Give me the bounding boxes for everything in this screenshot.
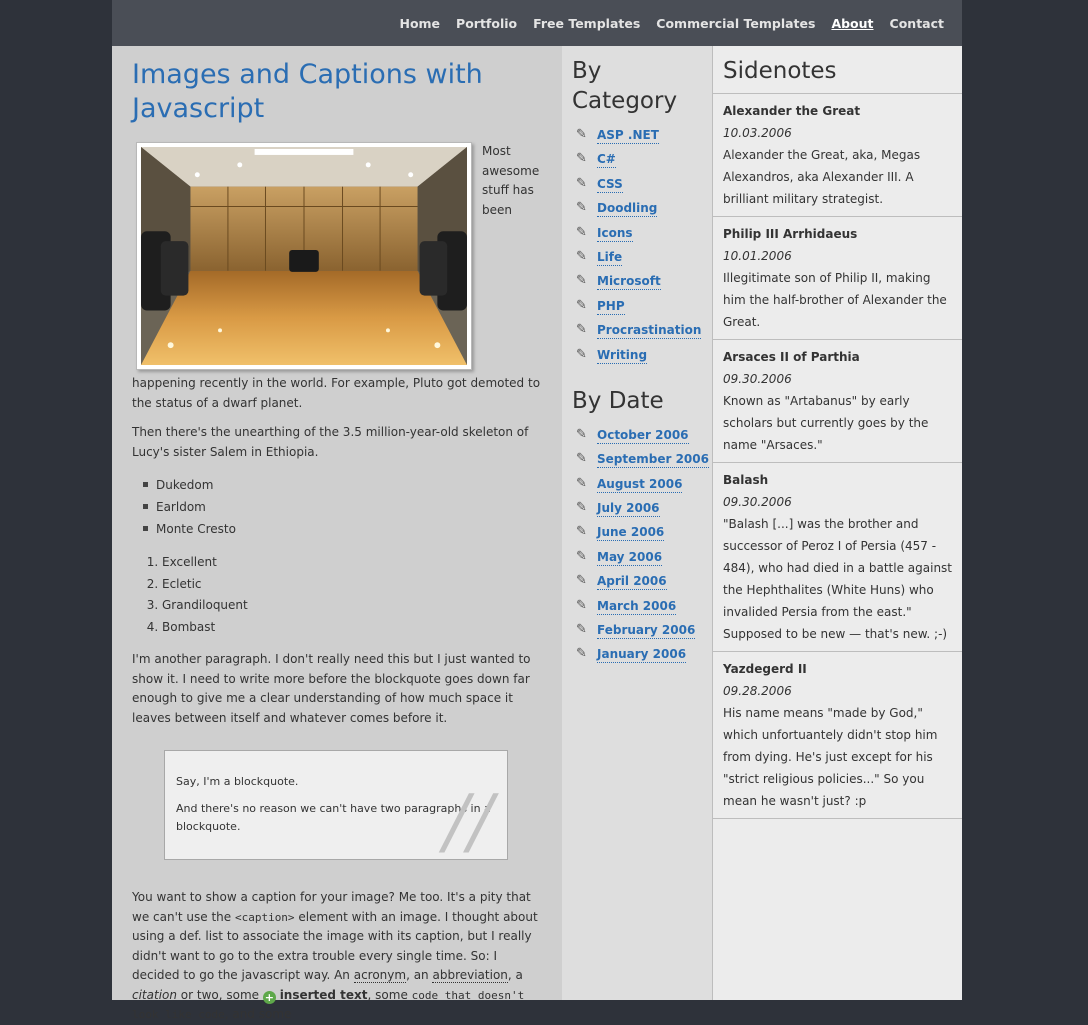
- category-item: [572, 201, 712, 225]
- list-item: 3. Grandiloquent: [162, 595, 542, 617]
- sidenote: [713, 463, 962, 652]
- date-link[interactable]: August 2006: [597, 476, 683, 491]
- pushpin-icon: ✎: [576, 597, 587, 613]
- category-list: [572, 128, 712, 372]
- abbreviation[interactable]: abbreviation: [432, 968, 508, 982]
- date-link[interactable]: October 2006: [597, 427, 689, 442]
- date-item: [572, 501, 712, 525]
- date-item: [572, 550, 712, 574]
- category-link[interactable]: Microsoft: [597, 274, 661, 289]
- category-item: [572, 250, 712, 274]
- category-item: [572, 177, 712, 201]
- list-item: Earldom: [156, 496, 542, 518]
- citation: citation: [132, 987, 177, 1002]
- date-link[interactable]: February 2006: [597, 623, 696, 638]
- date-heading: By Date: [572, 387, 664, 414]
- pushpin-icon: ✎: [576, 273, 587, 289]
- date-link[interactable]: March 2006: [597, 598, 677, 613]
- nav-contact[interactable]: Contact: [889, 15, 944, 31]
- pushpin-icon: ✎: [576, 346, 587, 362]
- nav-home[interactable]: Home: [399, 15, 441, 31]
- nav-about[interactable]: About: [831, 15, 874, 31]
- sidenote-text: Known as "Artabanus" by early scholars but currently goes by the name "Arsaces.": [723, 394, 929, 452]
- sidenote-text: Illegitimate son of Philip II, making him the half-brother of Alexander the Great.: [723, 271, 947, 329]
- plus-icon: +: [264, 990, 274, 1004]
- sidenote-text: Alexander the Great, aka, Megas Alexandros, aka Alexander III. A brilliant military strategist.: [723, 148, 921, 206]
- intro-paragraph: Most awesome stuff has been happening recently in the world. For example, Pluto got demoted to the status of a dwarf planet.: [132, 144, 541, 410]
- date-item: [572, 574, 712, 598]
- date-item: [572, 428, 712, 452]
- nav-portfolio[interactable]: Portfolio: [456, 15, 518, 31]
- nav-free-templates[interactable]: Free Templates: [533, 15, 641, 31]
- category-item: [572, 128, 712, 152]
- category-link[interactable]: PHP: [597, 298, 625, 313]
- sidenote: [713, 340, 962, 463]
- category-link[interactable]: CSS: [597, 176, 623, 191]
- date-item: [572, 623, 712, 647]
- conference-room-photo: [136, 142, 472, 370]
- pushpin-icon: ✎: [576, 524, 587, 540]
- date-link[interactable]: May 2006: [597, 549, 663, 564]
- pushpin-icon: ✎: [576, 322, 587, 338]
- sidenote-title: Philip III Arrhidaeus: [723, 227, 858, 241]
- sidenote-date: 09.30.2006: [723, 495, 792, 509]
- pushpin-icon: ✎: [576, 175, 587, 191]
- date-link[interactable]: April 2006: [597, 574, 667, 589]
- pushpin-icon: ✎: [576, 297, 587, 313]
- inline-code: <caption>: [234, 910, 295, 924]
- date-item: [572, 525, 712, 549]
- date-item: [572, 452, 712, 476]
- pushpin-icon: ✎: [576, 151, 587, 167]
- sidenote-date: 09.30.2006: [723, 372, 792, 386]
- category-item: [572, 299, 712, 323]
- page-title: Images and Captions with Javascript: [132, 59, 483, 124]
- pushpin-icon: ✎: [576, 475, 587, 491]
- category-heading: By Category: [572, 58, 678, 114]
- pushpin-icon: ✎: [576, 248, 587, 264]
- pushpin-icon: ✎: [576, 548, 587, 564]
- date-link[interactable]: January 2006: [597, 647, 687, 662]
- sidenote-date: 09.28.2006: [723, 684, 792, 698]
- pushpin-icon: ✎: [576, 573, 587, 589]
- pushpin-icon: ✎: [576, 500, 587, 516]
- paragraph-lucy: Then there's the unearthing of the 3.5 million-year-old skeleton of Lucy's sister Salem in Ethiopia.: [132, 425, 529, 459]
- category-link[interactable]: Procrastination: [597, 323, 702, 338]
- pushpin-icon: ✎: [576, 200, 587, 216]
- blockquote-paragraph: Say, I'm a blockquote.: [176, 775, 299, 788]
- category-item: [572, 152, 712, 176]
- sidenote-date: 10.03.2006: [723, 126, 792, 140]
- date-item: [572, 599, 712, 623]
- main-content: [112, 46, 562, 1021]
- pushpin-icon: ✎: [576, 622, 587, 638]
- numbered-list: [132, 552, 542, 638]
- list-item: 4. Bombast: [162, 617, 542, 639]
- category-item: [572, 226, 712, 250]
- blockquote: [164, 750, 508, 863]
- inserted-text: inserted text: [279, 987, 368, 1002]
- pushpin-icon: ✎: [576, 646, 587, 662]
- sidenotes-heading: Sidenotes: [723, 58, 837, 84]
- paragraph-caption: You want to show a caption for your image? Me too. It's a pity that we can't use the <caption> element with an image. I thought about using a def. list to associate the image with its caption, but I really didn't want to go to the extra trouble every single time. So: I decided to go the javascript way. An acronym, an abbreviation, a citation or two, some + inserted text, some code that doesn't look like code, and some: [132, 890, 538, 1021]
- sidenote-text: "Balash [...] was the brother and successor of Peroz I of Persia (457 - 484), who had died in a battle against the Hephthalites (White Huns) who invalided Persia from the east." Supposed to be new — that's new. ;-): [723, 517, 953, 641]
- sidenote: [713, 94, 962, 217]
- date-link[interactable]: September 2006: [597, 452, 709, 467]
- sidenote-text: His name means "made by God," which unfortuantely didn't stop him from dying. He's just except for his "strict religious policies..." So you mean he wasn't just? :p: [723, 706, 938, 808]
- date-list: [572, 428, 712, 672]
- category-link[interactable]: Icons: [597, 225, 633, 240]
- list-item: 2. Ecletic: [162, 574, 542, 596]
- list-item: Dukedom: [156, 474, 542, 496]
- archive-sidebar: [562, 46, 712, 1000]
- sidenote-title: Yazdegerd II: [723, 662, 807, 676]
- sidenote: [713, 217, 962, 340]
- list-item: 1. Excellent: [162, 552, 542, 574]
- paragraph-filler: I'm another paragraph. I don't really need this but I just wanted to show it. I need to write more before the blockquote goes down far enough to give me a clear understanding of how much space it leaves between itself and whatever comes before it.: [132, 652, 531, 725]
- category-link[interactable]: ASP .NET: [597, 128, 659, 142]
- sidenote-title: Alexander the Great: [723, 104, 861, 118]
- pushpin-icon: ✎: [576, 127, 587, 142]
- date-link[interactable]: June 2006: [597, 525, 665, 540]
- quote-mark-icon: //: [444, 779, 493, 863]
- sidenotes-sidebar: [712, 46, 962, 1000]
- category-item: [572, 274, 712, 298]
- bulleted-list: [132, 474, 542, 540]
- nav-commercial-templates[interactable]: Commercial Templates: [656, 15, 816, 31]
- category-link[interactable]: Writing: [597, 347, 648, 362]
- date-link[interactable]: July 2006: [597, 501, 660, 516]
- date-item: [572, 647, 712, 671]
- sidenote-date: 10.01.2006: [723, 249, 792, 263]
- top-navigation: [112, 0, 962, 46]
- sidenote-title: Arsaces II of Parthia: [723, 350, 860, 364]
- category-link[interactable]: Doodling: [597, 201, 658, 216]
- sidenote: [713, 652, 962, 819]
- sidenote-title: Balash: [723, 473, 769, 487]
- list-item: Monte Cresto: [156, 518, 542, 540]
- category-link[interactable]: C#: [597, 152, 616, 167]
- acronym[interactable]: acronym: [353, 968, 407, 982]
- date-item: [572, 477, 712, 501]
- pushpin-icon: ✎: [576, 451, 587, 467]
- blockquote-paragraph: And there's no reason we can't have two paragraphs in a blockquote.: [176, 802, 491, 833]
- pushpin-icon: ✎: [576, 224, 587, 240]
- page: [112, 0, 962, 1021]
- inline-code: code that doesn't look like code: [132, 988, 525, 1021]
- category-item: [572, 323, 712, 347]
- pushpin-icon: ✎: [576, 426, 587, 442]
- category-item: [572, 348, 712, 372]
- category-link[interactable]: Life: [597, 249, 623, 264]
